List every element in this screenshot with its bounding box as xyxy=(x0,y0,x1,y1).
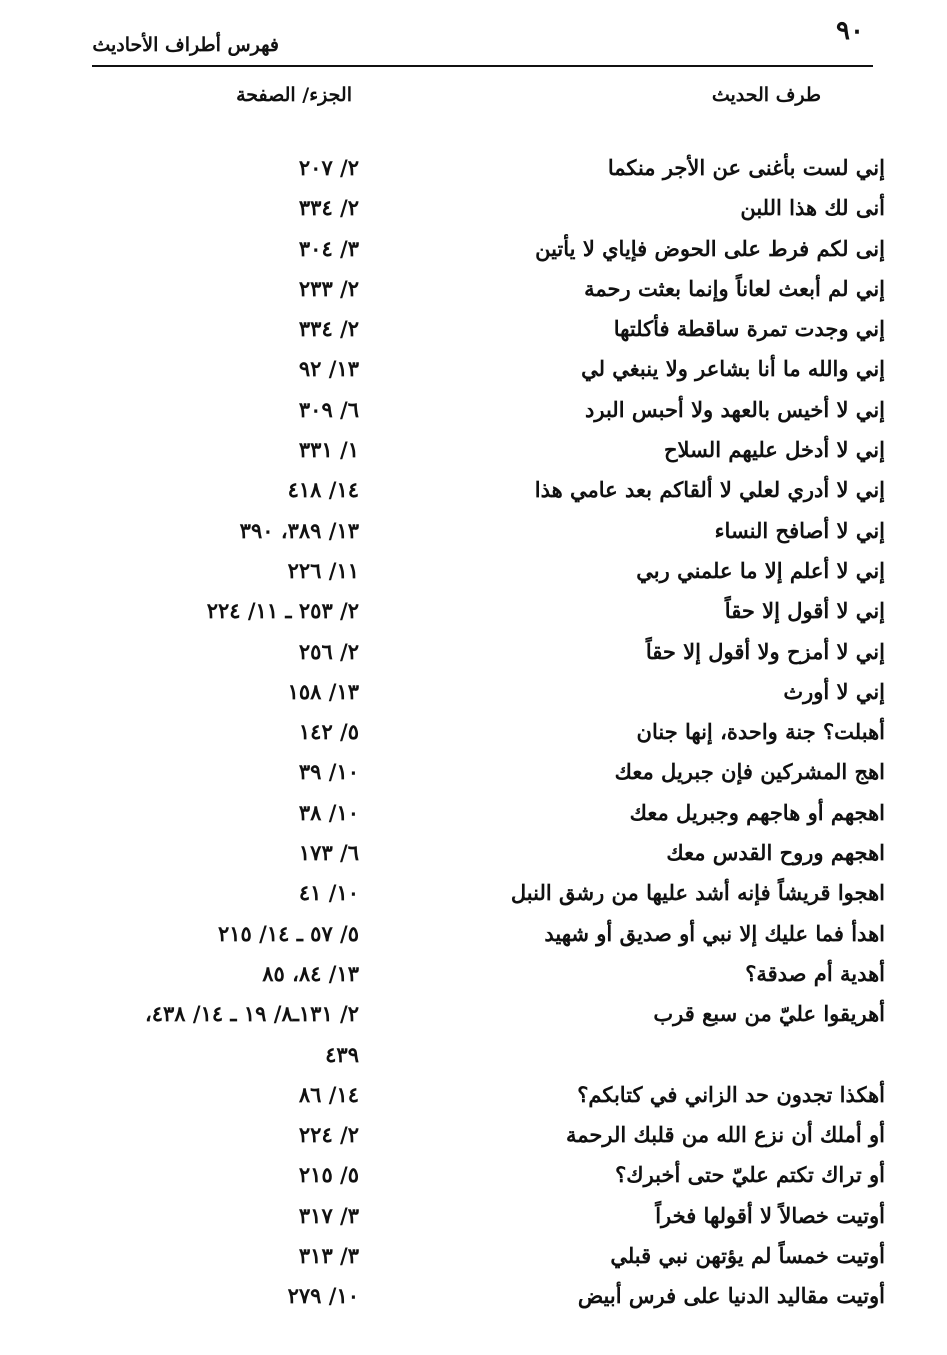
volume-page-reference: ١٣/ ١٥٨ xyxy=(287,678,359,704)
list-item xyxy=(0,356,947,396)
list-item xyxy=(0,759,947,799)
hadith-text: أهدية أم صدقة؟ xyxy=(745,960,885,986)
list-item xyxy=(0,477,947,517)
volume-page-reference: ٢/ ٢٠٧ xyxy=(298,155,359,180)
list-item xyxy=(0,558,947,598)
list-item xyxy=(0,1203,947,1243)
volume-page-reference: ٢/ ٢٥٦ xyxy=(298,638,359,664)
volume-page-reference: ١١/ ٢٢٦ xyxy=(287,557,359,583)
list-item xyxy=(0,880,947,920)
list-item xyxy=(0,1122,947,1162)
hadith-text: إني لا أدري لعلي لا ألقاكم بعد عامي هذا xyxy=(534,477,885,503)
page-number: ٩٠ xyxy=(836,16,864,46)
hadith-text: أنى لك هذا اللبن xyxy=(740,195,885,221)
hadith-text: أهريقوا عليّ من سبع قرب xyxy=(653,1001,885,1027)
list-item xyxy=(0,679,947,719)
list-item xyxy=(0,840,947,880)
header-rule xyxy=(92,65,873,67)
hadith-text: أوتيت مقاليد الدنيا على فرس أبيض xyxy=(577,1283,885,1309)
list-item xyxy=(0,276,947,316)
hadith-text: إني لا أصافح النساء xyxy=(714,517,885,543)
volume-page-reference: ٥/ ١٤٢ xyxy=(298,719,359,745)
column-header-reference: الجزء/ الصفحة xyxy=(236,84,352,106)
hadith-text: أوتيت خمساً لم يؤتهن نبي قبلي xyxy=(610,1243,885,1269)
volume-page-reference: ٥/ ٢١٥ xyxy=(298,1162,359,1188)
volume-page-reference: ١٠/ ٢٧٩ xyxy=(287,1283,359,1309)
hadith-text: إني لا أدخل عليهم السلاح xyxy=(663,437,885,463)
list-item xyxy=(0,719,947,759)
volume-page-reference: ٢/ ١٣١ـ٨/ ١٩ ـ ١٤/ ٤٣٨، xyxy=(144,1001,359,1027)
volume-page-reference: ١٠/ ٣٨ xyxy=(298,799,359,825)
hadith-text: أو أملك أن نزع الله من قلبك الرحمة xyxy=(565,1122,885,1148)
list-item xyxy=(0,437,947,477)
hadith-text: اهدأ فما عليك إلا نبي أو صديق أو شهيد xyxy=(544,920,885,946)
volume-page-reference: ١٣/ ٣٨٩، ٣٩٠ xyxy=(239,517,359,543)
list-item xyxy=(0,1243,947,1283)
list-item xyxy=(0,1001,947,1041)
list-item xyxy=(0,800,947,840)
list-item xyxy=(0,639,947,679)
hadith-text: إني لا أخيس بالعهد ولا أحبس البرد xyxy=(585,396,885,422)
hadith-text: أوتيت خصالاً لا أقولها فخراً xyxy=(655,1202,885,1228)
list-item xyxy=(0,155,947,195)
list-item xyxy=(0,598,947,638)
hadith-text: إني لا أورث xyxy=(783,678,885,704)
hadith-text: إني والله ما أنا بشاعر ولا ينبغي لي xyxy=(581,356,885,382)
list-item xyxy=(0,961,947,1001)
volume-page-reference: ٣/ ٣١٣ xyxy=(298,1243,359,1269)
hadith-text: إني لم أبعث لعاناً وإنما بعثت رحمة xyxy=(584,275,885,301)
volume-page-reference: ٢/ ٣٣٤ xyxy=(298,195,359,221)
hadith-text: إني وجدت تمرة ساقطة فأكلتها xyxy=(613,316,885,342)
list-item xyxy=(0,1162,947,1202)
list-item xyxy=(0,316,947,356)
volume-page-reference: ٢/ ٢٢٤ xyxy=(298,1122,359,1148)
volume-page-reference: ٦/ ٣٠٩ xyxy=(298,396,359,422)
volume-page-reference: ٤٣٩ xyxy=(325,1041,359,1067)
hadith-text: إني لا أمزح ولا أقول إلا حقاً xyxy=(645,638,885,664)
volume-page-reference: ١/ ٣٣١ xyxy=(298,437,359,463)
list-item xyxy=(0,921,947,961)
volume-page-reference: ٢/ ٣٣٤ xyxy=(298,316,359,342)
column-header-hadith: طرف الحديث xyxy=(711,84,821,106)
volume-page-reference: ٥/ ٥٧ ـ ١٤/ ٢١٥ xyxy=(218,920,359,946)
volume-page-reference: ٢/ ٢٣٣ xyxy=(298,275,359,301)
volume-page-reference: ٢/ ٢٥٣ ـ ١١/ ٢٢٤ xyxy=(206,598,359,624)
list-item xyxy=(0,1042,947,1082)
volume-page-reference: ١٣/ ٩٢ xyxy=(298,356,359,382)
list-item xyxy=(0,397,947,437)
list-item xyxy=(0,1082,947,1122)
hadith-text: إنى لكم فرط على الحوض فإياي لا يأتين xyxy=(535,235,885,261)
list-item xyxy=(0,195,947,235)
hadith-text: أهكذا تجدون حد الزاني في كتابكم؟ xyxy=(577,1081,885,1107)
list-item xyxy=(0,236,947,276)
volume-page-reference: ١٠/ ٤١ xyxy=(298,880,359,906)
hadith-text: إني لا أعلم إلا ما علمني ربي xyxy=(636,557,885,583)
hadith-text: اهجهم وروح القدس معك xyxy=(666,840,885,866)
hadith-text: أهبلت؟ جنة واحدة، إنها جنان xyxy=(636,719,885,745)
volume-page-reference: ٣/ ٣١٧ xyxy=(298,1202,359,1228)
volume-page-reference: ١٠/ ٣٩ xyxy=(298,759,359,785)
volume-page-reference: ٣/ ٣٠٤ xyxy=(298,235,359,261)
list-item xyxy=(0,1283,947,1323)
running-title: فهرس أطراف الأحاديث xyxy=(92,34,279,56)
entry-list xyxy=(0,155,947,1324)
volume-page-reference: ١٣/ ٨٤، ٨٥ xyxy=(262,960,359,986)
volume-page-reference: ١٤/ ٤١٨ xyxy=(287,477,359,503)
hadith-text: إني لست بأغنى عن الأجر منكما xyxy=(607,155,885,180)
hadith-text: أو تراك تكتم عليّ حتى أخبرك؟ xyxy=(615,1162,885,1188)
hadith-text: اهج المشركين فإن جبريل معك xyxy=(614,759,885,785)
list-item xyxy=(0,518,947,558)
hadith-text: اهجهم أو هاجهم وجبريل معك xyxy=(629,799,885,825)
volume-page-reference: ١٤/ ٨٦ xyxy=(298,1081,359,1107)
hadith-text: إني لا أقول إلا حقاً xyxy=(724,598,885,624)
volume-page-reference: ٦/ ١٧٣ xyxy=(298,840,359,866)
hadith-text: اهجوا قريشاً فإنه أشد عليها من رشق النبل xyxy=(510,880,885,906)
